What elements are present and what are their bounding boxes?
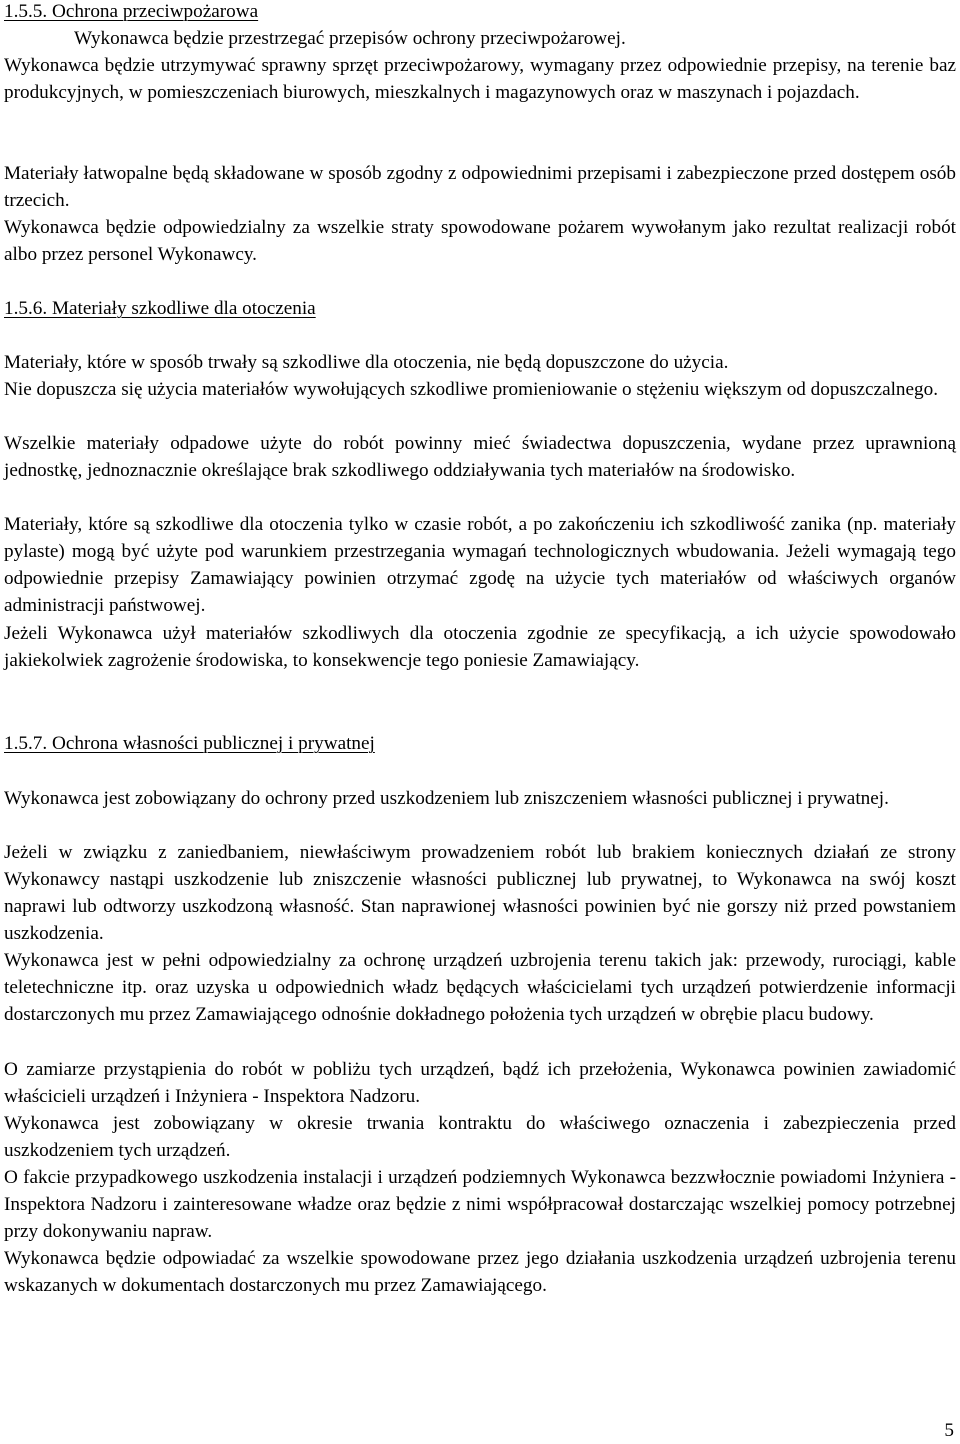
paragraph: Wykonawca będzie utrzymywać sprawny sprzęt przeciwpożarowy, wymagany przez odpowiednie przepisy, na terenie baz produkcyjnych, w pomieszczeniach biurowych, mieszkalnych i magazynowych oraz w maszynach i pojazdach. bbox=[4, 55, 956, 103]
paragraph: Jeżeli Wykonawca użył materiałów szkodliwych dla otoczenia zgodnie ze specyfikacją, a ich użycie spowodowało jakiekolwiek zagrożenie środowiska, to konsekwencje tego poniesie Zamawiający. bbox=[4, 623, 956, 671]
paragraph: O fakcie przypadkowego uszkodzenia instalacji i urządzeń podziemnych Wykonawca bezzwłocznie powiadomi Inżyniera - Inspektora Nadzoru i zainteresowane władze oraz będzie z nimi współpracował dostarczając wszelkiej pomocy potrzebnej przy dokonywaniu napraw. bbox=[4, 1167, 956, 1242]
page-number: 5 bbox=[944, 1420, 954, 1441]
paragraph: Wszelkie materiały odpadowe użyte do robót powinny mieć świadectwa dopuszczenia, wydane przez uprawnioną jednostkę, jednoznacznie określające brak szkodliwego oddziaływania tych materiałów na środowisko. bbox=[4, 433, 956, 481]
paragraph: Jeżeli w związku z zaniedbaniem, niewłaściwym prowadzeniem robót lub brakiem koniecznych działań ze strony Wykonawcy nastąpi uszkodzenie lub zniszczenie własności publicznej lub prywatnej, to Wykonawca na swój koszt naprawi lub odtworzy uszkodzoną własność. Stan naprawionej własności powinien być nie gorszy niż przed powstaniem uszkodzenia. bbox=[4, 842, 956, 944]
paragraph: Wykonawca będzie przestrzegać przepisów ochrony przeciwpożarowej. bbox=[74, 28, 626, 49]
paragraph: Wykonawca będzie odpowiadać za wszelkie spowodowane przez jego działania uszkodzenia urządzeń uzbrojenia terenu wskazanych w dokumentach dostarczonych mu przez Zamawiającego. bbox=[4, 1248, 956, 1296]
paragraph: Wykonawca jest w pełni odpowiedzialny za ochronę urządzeń uzbrojenia terenu takich jak: przewody, rurociągi, kable teletechniczne itp. oraz uzyska u odpowiednich władz będących właścicielami tych urządzeń potwierdzenie informacji dostarczonych mu przez Zamawiającego odnośnie dokładnego położenia tych urządzeń w obrębie placu budowy. bbox=[4, 950, 956, 1025]
paragraph: Wykonawca jest zobowiązany do ochrony przed uszkodzeniem lub zniszczeniem własności publicznej i prywatnej. bbox=[4, 788, 889, 809]
section-heading-harmful-materials: 1.5.6. Materiały szkodliwe dla otoczenia bbox=[4, 298, 316, 319]
paragraph: Nie dopuszcza się użycia materiałów wywołujących szkodliwe promieniowanie o stężeniu większym od dopuszczalnego. bbox=[4, 379, 939, 400]
section-heading-fire-protection: 1.5.5. Ochrona przeciwpożarowa bbox=[4, 1, 259, 22]
paragraph: Wykonawca jest zobowiązany w okresie trwania kontraktu do właściwego oznaczenia i zabezpieczenia przed uszkodzeniem tych urządzeń. bbox=[4, 1113, 956, 1161]
paragraph: Materiały, które w sposób trwały są szkodliwe dla otoczenia, nie będą dopuszczone do użycia. bbox=[4, 352, 729, 373]
paragraph: O zamiarze przystąpienia do robót w pobliżu tych urządzeń, bądź ich przełożenia, Wykonawca powinien zawiadomić właścicieli urządzeń i Inżyniera - Inspektora Nadzoru. bbox=[4, 1059, 956, 1107]
paragraph: Materiały łatwopalne będą składowane w sposób zgodny z odpowiednimi przepisami i zabezpieczone przed dostępem osób trzecich. bbox=[4, 163, 956, 211]
section-heading-property-protection: 1.5.7. Ochrona własności publicznej i prywatnej bbox=[4, 733, 375, 754]
paragraph: Materiały, które są szkodliwe dla otoczenia tylko w czasie robót, a po zakończeniu ich szkodliwość zanika (np. materiały pylaste) mogą być użyte pod warunkiem przestrzegania wymagań technologicznych wbudowania. Jeżeli wymagają tego odpowiednie przepisy Zamawiający powinien otrzymać zgodę na użycie tych materiałów od właściwych organów administracji państwowej. bbox=[4, 514, 956, 616]
paragraph: Wykonawca będzie odpowiedzialny za wszelkie straty spowodowane pożarem wywołanym jako rezultat realizacji robót albo przez personel Wykonawcy. bbox=[4, 217, 956, 265]
